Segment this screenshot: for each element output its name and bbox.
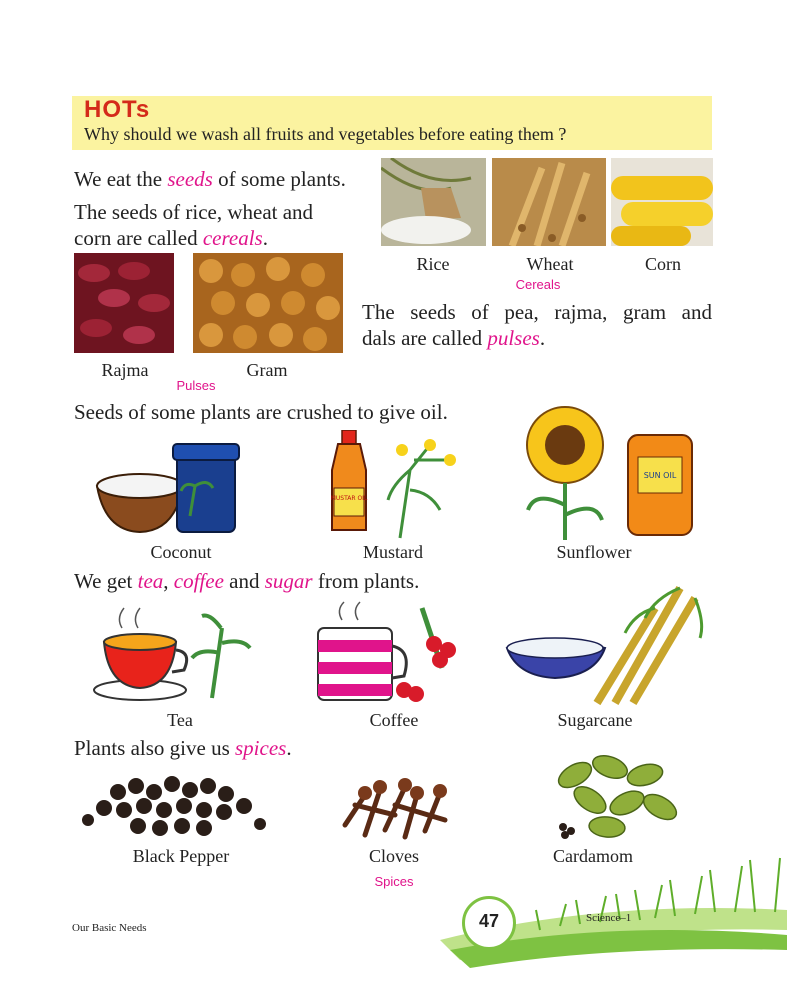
black-pepper-illustration	[78, 762, 268, 840]
oil-caption-coconut: Coconut	[150, 542, 212, 562]
gram-photo	[193, 253, 343, 353]
cloves-illustration	[325, 765, 465, 843]
coffee-term: coffee	[173, 569, 224, 593]
coconut-illustration	[95, 436, 245, 536]
spice-caption-black-pepper: Black Pepper	[132, 846, 230, 866]
pulse-caption-rajma: Rajma	[101, 360, 149, 380]
oil-caption-mustard: Mustard	[363, 542, 423, 562]
tea-term: tea	[137, 569, 164, 593]
drink-caption-coffee: Coffee	[369, 710, 419, 730]
page-number: 47	[462, 896, 516, 950]
sugarcane-illustration	[505, 578, 705, 708]
rajma-photo	[74, 253, 174, 353]
coffee-illustration	[312, 598, 467, 706]
pulses-sentence-line2: dals are called pulses.	[362, 326, 546, 350]
sunflower-illustration	[510, 405, 695, 540]
drinks-sentence: We get tea, coffee and sugar from plants.	[74, 569, 420, 593]
oil-caption-sunflower: Sunflower	[556, 542, 632, 562]
spice-caption-cloves: Cloves	[368, 846, 419, 866]
cereals-term: cereals	[202, 226, 263, 250]
wheat-photo	[492, 158, 606, 246]
drink-caption-tea: Tea	[167, 710, 193, 730]
mustard-bottle-label: MUSTAR OIL	[330, 495, 368, 502]
cereals-sentence-line2: corn are called cereals.	[74, 226, 268, 250]
mustard-illustration	[330, 430, 465, 540]
corn-photo	[611, 158, 713, 246]
spices-sentence: Plants also give us spices.	[74, 736, 292, 760]
hots-question: Why should we wash all fruits and vegetables before eating them ?	[84, 124, 567, 144]
cardamom-illustration	[535, 745, 685, 843]
cereals-group-label: Cereals	[515, 277, 561, 292]
pulses-term: pulses	[487, 326, 540, 350]
cereals-sentence-line1: The seeds of rice, wheat and	[74, 200, 314, 224]
footer-book-title: Science–1	[586, 912, 632, 924]
spice-caption-cardamom: Cardamom	[553, 846, 633, 866]
seeds-term: seeds	[167, 167, 213, 191]
oil-sentence: Seeds of some plants are crushed to give oil.	[74, 400, 448, 424]
footer-chapter-title: Our Basic Needs	[72, 922, 147, 934]
cereal-caption-wheat: Wheat	[526, 254, 574, 274]
rice-photo	[381, 158, 486, 246]
hots-logo: HOTs	[84, 96, 151, 123]
sunflower-tin-label: SUN OIL	[643, 471, 677, 480]
drink-caption-sugarcane: Sugarcane	[557, 710, 633, 730]
spices-term: spices	[235, 736, 287, 760]
tea-illustration	[92, 598, 257, 706]
sugar-term: sugar	[264, 569, 313, 593]
pulses-group-label: Pulses	[176, 378, 216, 393]
cereal-caption-corn: Corn	[645, 254, 681, 274]
pulse-caption-gram: Gram	[246, 360, 288, 380]
spices-group-label: Spices	[374, 874, 414, 889]
cereal-caption-rice: Rice	[416, 254, 450, 274]
pulses-sentence-line1: The seeds of pea, rajma, gram and	[362, 300, 712, 324]
seeds-sentence: We eat the seeds of some plants.	[74, 167, 346, 191]
